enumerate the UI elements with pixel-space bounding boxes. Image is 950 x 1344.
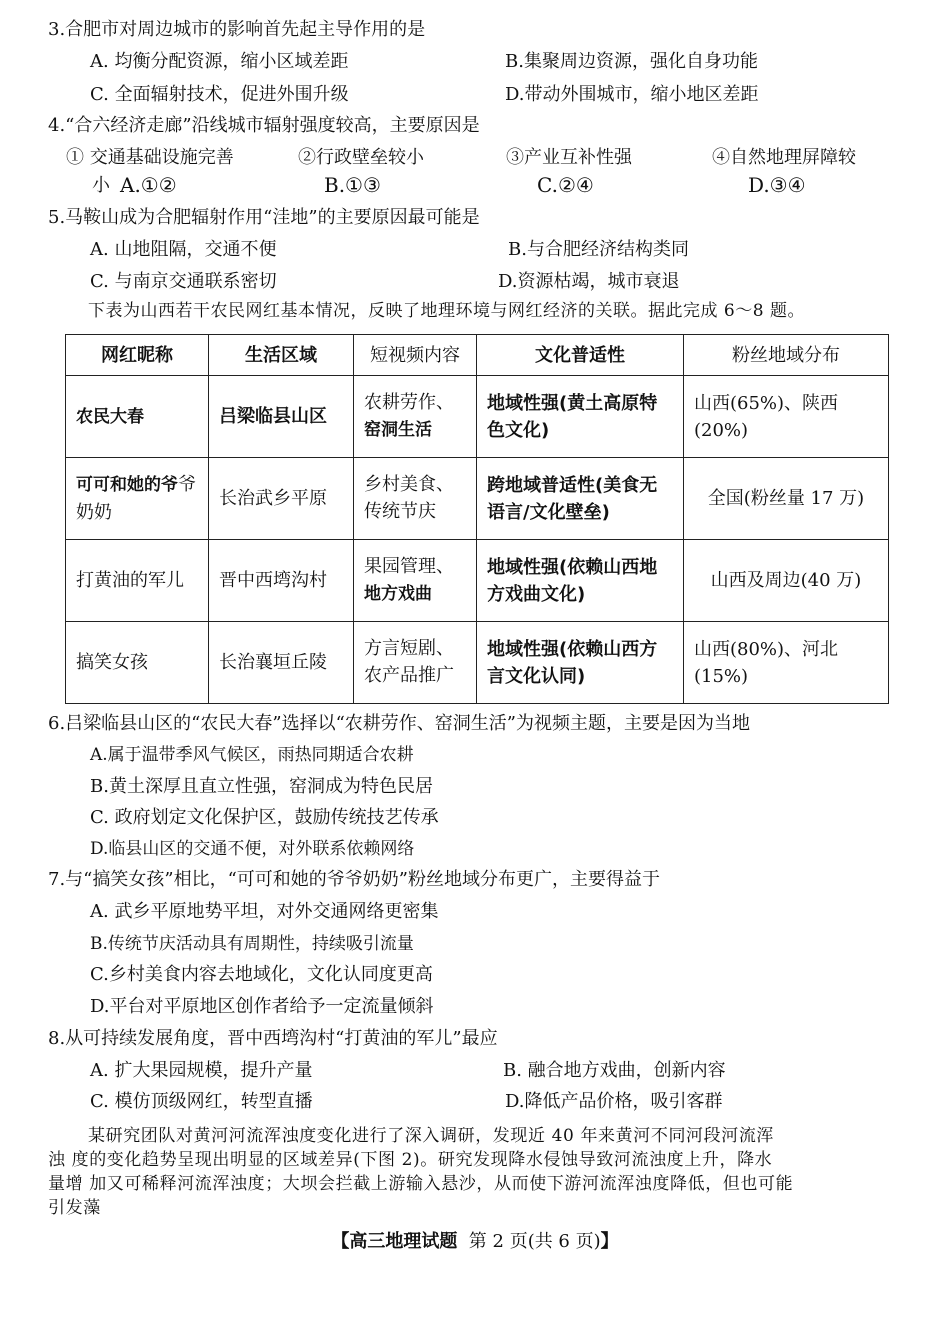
footer-close-bracket: 】	[600, 1231, 619, 1252]
nickname-bold: 可可和她的爷	[76, 475, 178, 495]
q3-option-d: D.带动外围城市，缩小地区差距	[505, 84, 759, 105]
cell-nickname	[66, 376, 209, 458]
content-bold: 窑洞生活	[364, 420, 432, 440]
cell-nickname	[66, 540, 209, 622]
content-plain: 方言短剧、农产品推广	[364, 638, 454, 686]
passage-line-1: 某研究团队对黄河河流浑浊度变化进行了深入调研，发现近 40 年来黄河不同河段河流浑	[88, 1126, 775, 1146]
table-row	[66, 458, 889, 540]
q5-option-b: B.与合肥经济结构类同	[508, 239, 689, 260]
q3-option-c: C. 全面辐射技术，促进外围升级	[90, 84, 349, 105]
footer-page-number: 第 2 页(共 6 页)	[468, 1231, 601, 1252]
q5-option-a: A. 山地阻隔，交通不便	[90, 239, 277, 260]
q4-statement-3: ③产业互补性强	[506, 147, 632, 168]
q4-option-b: B.①③	[324, 173, 381, 197]
q6-option-b: B.黄土深厚且直立性强，窑洞成为特色民居	[90, 776, 433, 797]
footer-title: 高三地理试题	[349, 1231, 458, 1252]
q4-stem: 4.“合六经济走廊”沿线城市辐射强度较高，主要原因是	[48, 115, 480, 136]
table-intro: 下表为山西若干农民网红基本情况，反映了地理环境与网红经济的关联。据此完成 6～8 题。	[88, 301, 805, 321]
passage-line-2: 浊 度的变化趋势呈现出明显的区域差异(下图 2)。研究发现降水侵蚀导致河流浊度上升，降水	[48, 1150, 773, 1170]
cell-culture: 地域性强(黄土高原特色文化)	[477, 376, 684, 458]
cell-culture: 跨地域普适性(美食无语言/文化壁垒)	[477, 458, 684, 540]
q3-stem: 3.合肥市对周边城市的影响首先起主导作用的是	[48, 19, 426, 40]
cell-fans: 山西及周边(40 万)	[684, 540, 889, 622]
q4-statement-2: ②行政壁垒较小	[298, 147, 424, 168]
q7-option-a: A. 武乡平原地势平坦，对外交通网络更密集	[90, 901, 439, 922]
q7-option-d: D.平台对平原地区创作者给予一定流量倾斜	[90, 996, 434, 1017]
cell-content	[354, 458, 477, 540]
q7-stem: 7.与“搞笑女孩”相比，“可可和她的爷爷奶奶”粉丝地域分布更广，主要得益于	[48, 869, 660, 890]
q6-stem: 6.吕梁临县山区的“农民大春”选择以“农耕劳作、窑洞生活”为视频主题，主要是因为当地	[48, 713, 750, 734]
footer-open-bracket: 【	[331, 1231, 350, 1252]
q3-option-a: A. 均衡分配资源，缩小区域差距	[90, 51, 349, 72]
q3-option-b: B.集聚周边资源，强化自身功能	[505, 51, 758, 72]
cell-fans: 山西(65%)、陕西(20%)	[684, 376, 889, 458]
cell-nickname	[66, 622, 209, 704]
content-plain: 农耕劳作、	[364, 392, 454, 413]
q6-option-d: D.临县山区的交通不便，对外联系依赖网络	[90, 839, 415, 859]
q8-option-d: D.降低产品价格，吸引客群	[505, 1091, 723, 1112]
q8-option-b: B. 融合地方戏曲，创新内容	[503, 1060, 726, 1081]
cell-region: 长治襄垣丘陵	[209, 622, 354, 704]
q8-option-c: C. 模仿顶级网红，转型直播	[90, 1091, 313, 1112]
header-content: 短视频内容	[354, 335, 477, 376]
q4-statement-1: ① 交通基础设施完善	[66, 147, 234, 168]
q5-stem: 5.马鞍山成为合肥辐射作用“洼地”的主要原因最可能是	[48, 207, 480, 228]
table-row	[66, 376, 889, 458]
passage-line-4: 引发藻	[48, 1198, 101, 1218]
content-bold: 地方戏曲	[364, 584, 432, 604]
q7-option-b: B.传统节庆活动具有周期性，持续吸引流量	[90, 934, 414, 954]
header-culture: 文化普适性	[477, 335, 684, 376]
header-nickname: 网红昵称	[66, 335, 209, 376]
influencer-table	[65, 334, 889, 704]
table-row	[66, 622, 889, 704]
q4-option-c: C.②④	[537, 173, 594, 197]
cell-culture: 地域性强(依赖山西地方戏曲文化)	[477, 540, 684, 622]
q5-option-c: C. 与南京交通联系密切	[90, 271, 277, 292]
nickname-rest: 爷奶奶	[76, 474, 196, 523]
nickname-rest: 打黄油的军儿	[76, 569, 184, 591]
q8-stem: 8.从可持续发展角度，晋中西塆沟村“打黄油的军儿”最应	[48, 1028, 498, 1049]
content-plain: 果园管理、	[364, 556, 454, 577]
cell-content	[354, 540, 477, 622]
cell-region: 吕梁临县山区	[209, 376, 354, 458]
q4-option-a: A.①②	[120, 173, 177, 197]
q5-option-d: D.资源枯竭，城市衰退	[498, 271, 680, 292]
page-footer	[0, 1227, 950, 1253]
table-row	[66, 540, 889, 622]
q4-statement-4: ④自然地理屏障较	[712, 147, 856, 168]
cell-content	[354, 622, 477, 704]
table-header-row	[66, 335, 889, 376]
nickname-rest: 搞笑女孩	[76, 651, 148, 673]
cell-region: 长治武乡平原	[209, 458, 354, 540]
cell-culture: 地域性强(依赖山西方言文化认同)	[477, 622, 684, 704]
cell-content	[354, 376, 477, 458]
q4-statement-4-cont: 小	[92, 175, 110, 196]
q4-option-d: D.③④	[748, 173, 806, 197]
header-region: 生活区域	[209, 335, 354, 376]
header-fans: 粉丝地域分布	[684, 335, 889, 376]
cell-fans: 山西(80%)、河北(15%)	[684, 622, 889, 704]
q6-option-c: C. 政府划定文化保护区，鼓励传统技艺传承	[90, 807, 439, 828]
q6-option-a: A.属于温带季风气候区，雨热同期适合农耕	[90, 745, 414, 765]
q7-option-c: C.乡村美食内容去地域化，文化认同度更高	[90, 964, 433, 985]
cell-fans: 全国(粉丝量 17 万)	[684, 458, 889, 540]
cell-nickname	[66, 458, 209, 540]
nickname-bold: 农民大春	[76, 406, 144, 427]
q8-option-a: A. 扩大果园规模，提升产量	[90, 1060, 313, 1081]
passage-line-3: 量增 加又可稀释河流浑浊度；大坝会拦截上游输入悬沙，从而使下游河流浑浊度降低，但也可能	[48, 1174, 794, 1194]
cell-region: 晋中西塆沟村	[209, 540, 354, 622]
content-plain: 乡村美食、传统节庆	[364, 474, 454, 522]
